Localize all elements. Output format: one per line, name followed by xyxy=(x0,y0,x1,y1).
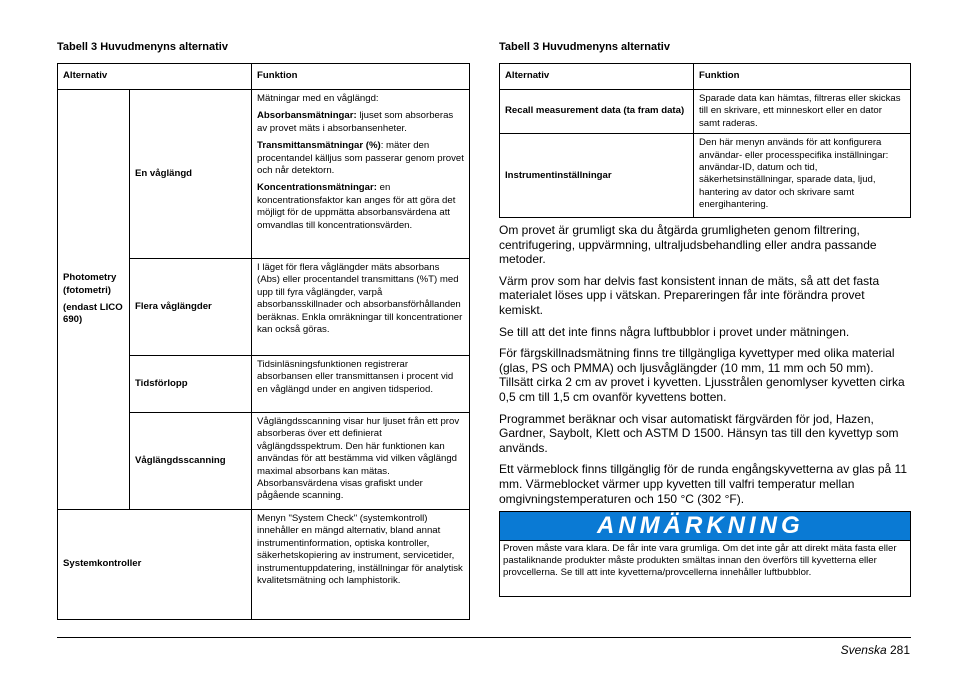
note-box xyxy=(499,511,911,597)
table-row xyxy=(58,90,470,259)
function-description xyxy=(252,90,470,259)
main-menu-table-left xyxy=(57,63,470,620)
photometry-note: (endast LICO 690) xyxy=(63,302,123,326)
suboption-name: Flera våglängder xyxy=(130,259,252,356)
paragraph: Programmet beräknar och visar automatiskt färgvärden för jod, Hazen, Gardner, Saybolt, Klett och ASTM D 1500. Hänsyn tas till den kyvettyp som används. xyxy=(499,411,899,455)
function-intro: Mätningar med en våglängd: xyxy=(257,93,379,104)
table-row xyxy=(58,510,470,620)
note-heading: ANMÄRKNING xyxy=(500,512,910,541)
table-caption-right: Tabell 3 Huvudmenyns alternativ xyxy=(499,41,670,53)
table-header-row xyxy=(58,64,470,90)
table-header-row xyxy=(500,64,911,90)
body-text xyxy=(499,223,909,513)
table-caption-left: Tabell 3 Huvudmenyns alternativ xyxy=(57,41,228,53)
table-row xyxy=(500,90,911,134)
suboption-name: En våglängd xyxy=(130,90,252,259)
page-footer xyxy=(841,643,910,657)
suboption-name: Tidsförlopp xyxy=(130,356,252,413)
footer-divider xyxy=(57,637,911,638)
function-transmittance: Transmittansmätningar (%): mäter den procentandel källjus som passerar genom provet och når detektorn. xyxy=(257,140,464,177)
function-description: Sparade data kan hämtas, filtreras eller skickas till en skrivare, ett minneskort eller en dator samt raderas. xyxy=(694,90,911,134)
suboption-name: Våglängdsscanning xyxy=(130,413,252,510)
note-text: Proven måste vara klara. De får inte vara grumliga. Om det inte går att direkt mäta fasta eller pastaliknande produkter måste produkten smältas innan den överförs till kyvetterna eller provcellerna. Se till att inte kyvetterna/provcellerna innehåller luftbubblor. xyxy=(503,543,897,579)
function-absorbance: Absorbansmätningar: ljuset som absorberas av provet mäts i absorbansenheter. xyxy=(257,110,454,134)
paragraph: Se till att det inte finns några luftbubblor i provet under mätningen. xyxy=(499,324,850,339)
paragraph: Värm prov som har delvis fast konsistent innan de mäts, så att det fasta materialet löses upp i vätskan. Prepareringen får inte förändra provet kemiskt. xyxy=(499,273,880,317)
option-photometry xyxy=(58,90,130,510)
header-alternativ: Alternativ xyxy=(500,64,694,90)
function-description: Den här menyn används för att konfigurera användar- eller processpecifika inställningar: användar-ID, datum och tid, säkerhetsinställningar, sparade data, ljud, hantering av dator och skrivare samt energihantering. xyxy=(694,134,911,218)
function-concentration: Koncentrationsmätningar: en koncentrationsfaktor kan anges för att göra det möjligt för de uppmätta absorbansvärdena att omvandlas till koncentrationsvärden. xyxy=(257,182,456,231)
header-alternativ: Alternativ xyxy=(58,64,252,90)
paragraph: För färgskillnadsmätning finns tre tillgängliga kyvettyper med olika material (glas, PS och PMMA) och ljusvåglängder (10 mm, 11 mm och 50 mm). Tillsätt cirka 2 cm av provet i kyvetten. Ljusstrålen genomlyser kyvetten cirka 0,5 cm till 1,5 cm ovanför kyvettens botten. xyxy=(499,346,905,404)
photometry-label: Photometry (fotometri) xyxy=(63,272,117,296)
paragraph: Ett värmeblock finns tillgänglig för de runda engångskyvetterna av glas på 11 mm. Värmeblocket värmer upp kyvetten till valfri temperatur mellan omgivningstemperaturen och 150 °C (302 °F). xyxy=(499,462,908,506)
function-description: I läget för flera våglängder mäts absorbans (Abs) eller procentandel transmittans (%T) med upp till fyra våglängder, varpå absorbansskillnader och absorbansförhållanden beräknas. Enkla omräkningar till koncentrationer kan också göras. xyxy=(252,259,470,356)
header-funktion: Funktion xyxy=(252,64,470,90)
option-name: Recall measurement data (ta fram data) xyxy=(500,90,694,134)
option-name: Instrumentinställningar xyxy=(500,134,694,218)
function-description: Tidsinläsningsfunktionen registrerar absorbansen eller transmittansen i procent vid en våglängd under en angiven tidsperiod. xyxy=(252,356,470,413)
main-menu-table-right xyxy=(499,63,911,218)
function-description: Menyn "System Check" (systemkontroll) innehåller en mängd alternativ, bland annat instrumentinformation, optiska kontroller, säkerhetskopiering av instrument, servicetider, instrumentuppdatering, inställningar för analytisk kvalitetsmätning och lamphistorik. xyxy=(252,510,470,620)
option-system-check: Systemkontroller xyxy=(58,510,252,620)
table-row xyxy=(500,134,911,218)
footer-language: Svenska xyxy=(840,643,887,657)
paragraph: Om provet är grumligt ska du åtgärda grumligheten genom filtrering, centrifugering, uppvärmning, ultraljudsbehandling eller andra passande metoder. xyxy=(499,223,877,267)
page-number: 281 xyxy=(889,643,910,657)
function-description: Våglängdsscanning visar hur ljuset från ett prov absorberas över ett definierat våglängdsspektrum. Den här funktionen kan användas för att bestämma vid vilken våglängd maximal absorbans kan mätas. Absorbansvärdena visas grafiskt under pågående scanning. xyxy=(252,413,470,510)
header-funktion: Funktion xyxy=(694,64,911,90)
